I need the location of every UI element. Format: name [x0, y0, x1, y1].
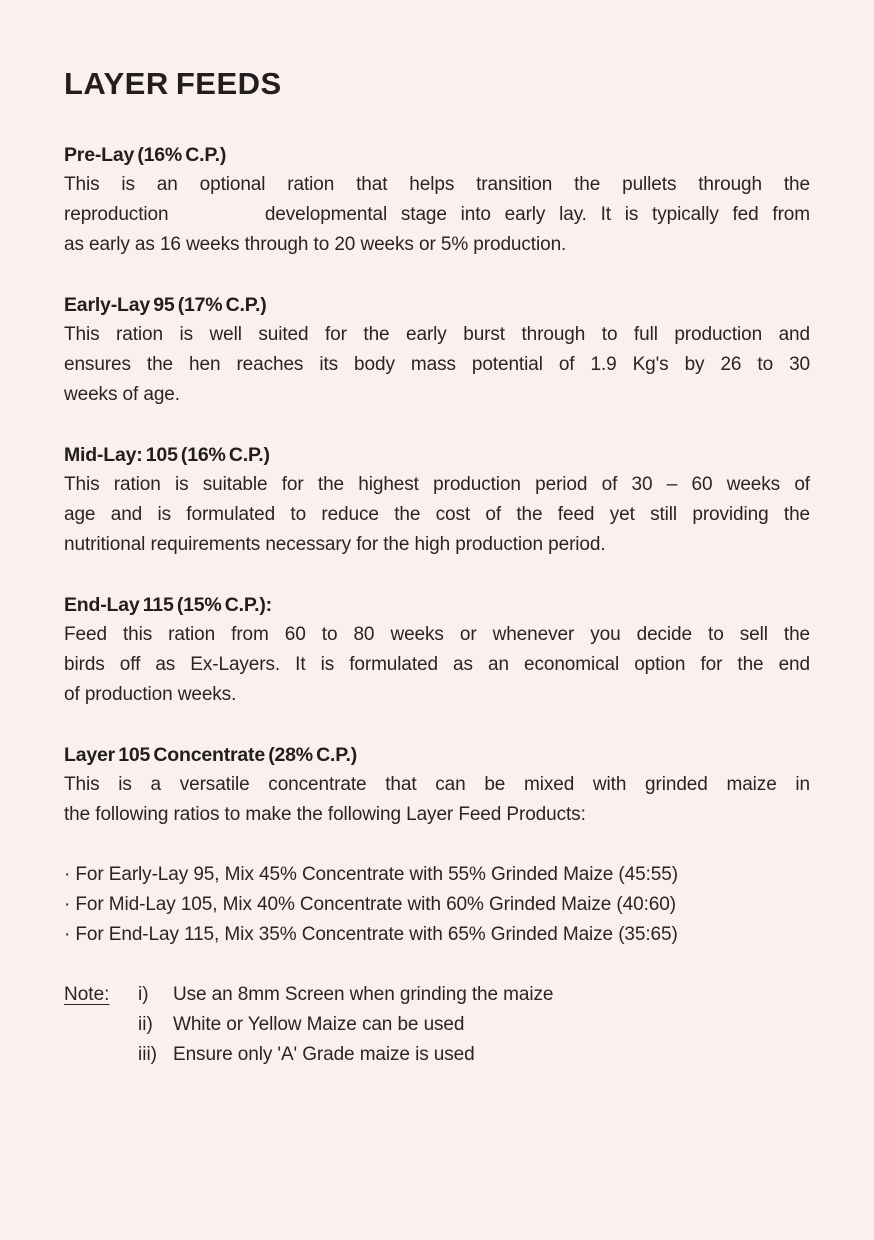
- body-line: This is an optional ration that helps transition the pullets through the: [64, 174, 810, 195]
- body-line: weeks of age.: [64, 384, 180, 405]
- mix-ratio-item: · For Early-Lay 95, Mix 45% Concentrate with 55% Grinded Maize (45:55): [64, 864, 678, 885]
- body-line: Feed this ration from 60 to 80 weeks or whenever you decide to sell the: [64, 624, 810, 645]
- mix-ratio-item: · For End-Lay 115, Mix 35% Concentrate with 65% Grinded Maize (35:65): [64, 924, 678, 945]
- body-line: ensures the hen reaches its body mass potential of 1.9 Kg's by 26 to 30: [64, 354, 810, 375]
- feed-section: [64, 740, 810, 830]
- section-body: [64, 320, 810, 410]
- note-label: Note:: [64, 984, 110, 1005]
- note-numeral: iii): [138, 1044, 157, 1065]
- note-label: [64, 1010, 138, 1040]
- body-line: nutritional requirements necessary for the high production period.: [64, 534, 606, 555]
- note-text: White or Yellow Maize can be used: [173, 1014, 465, 1035]
- note-block: [64, 980, 810, 1070]
- body-line: the following ratios to make the following Layer Feed Products:: [64, 804, 586, 825]
- feed-section: [64, 290, 810, 410]
- note-numeral: i): [138, 984, 149, 1005]
- note-row: [64, 1010, 810, 1040]
- note-label: [64, 1040, 138, 1070]
- sections-container: [64, 140, 810, 830]
- feed-section: [64, 590, 810, 710]
- section-heading: Mid-Lay: 105 (16% C.P.): [64, 444, 270, 466]
- section-heading: Layer 105 Concentrate (28% C.P.): [64, 744, 358, 766]
- mix-ratio-item: · For Mid-Lay 105, Mix 40% Concentrate with 60% Grinded Maize (40:60): [64, 894, 676, 915]
- feed-section: [64, 140, 810, 260]
- body-line: birds off as Ex-Layers. It is formulated as an economical option for the end: [64, 654, 810, 675]
- section-body: [64, 620, 810, 710]
- body-line: This ration is well suited for the early burst through to full production and: [64, 324, 810, 345]
- mix-ratio-list: [64, 860, 810, 950]
- note-numeral: ii): [138, 1014, 153, 1035]
- body-line: reproduction developmental stage into early lay. It is typically fed from: [64, 204, 810, 225]
- note-row: [64, 980, 810, 1010]
- section-body: [64, 170, 810, 260]
- body-line: age and is formulated to reduce the cost of the feed yet still providing the: [64, 504, 810, 525]
- body-line: This ration is suitable for the highest production period of 30 – 60 weeks of: [64, 474, 810, 495]
- section-heading: Early-Lay 95 (17% C.P.): [64, 294, 267, 316]
- section-body: [64, 470, 810, 560]
- note-text: Use an 8mm Screen when grinding the maize: [173, 984, 554, 1005]
- section-body: [64, 770, 810, 830]
- feed-section: [64, 440, 810, 560]
- section-heading: Pre-Lay (16% C.P.): [64, 144, 227, 166]
- section-heading: End-Lay 115 (15% C.P.):: [64, 594, 272, 616]
- body-line: This is a versatile concentrate that can be mixed with grinded maize in: [64, 774, 810, 795]
- body-line: as early as 16 weeks through to 20 weeks or 5% production.: [64, 234, 567, 255]
- page-title: LAYER FEEDS: [64, 66, 282, 101]
- body-line: of production weeks.: [64, 684, 237, 705]
- note-text: Ensure only 'A' Grade maize is used: [173, 1044, 475, 1065]
- note-row: [64, 1040, 810, 1070]
